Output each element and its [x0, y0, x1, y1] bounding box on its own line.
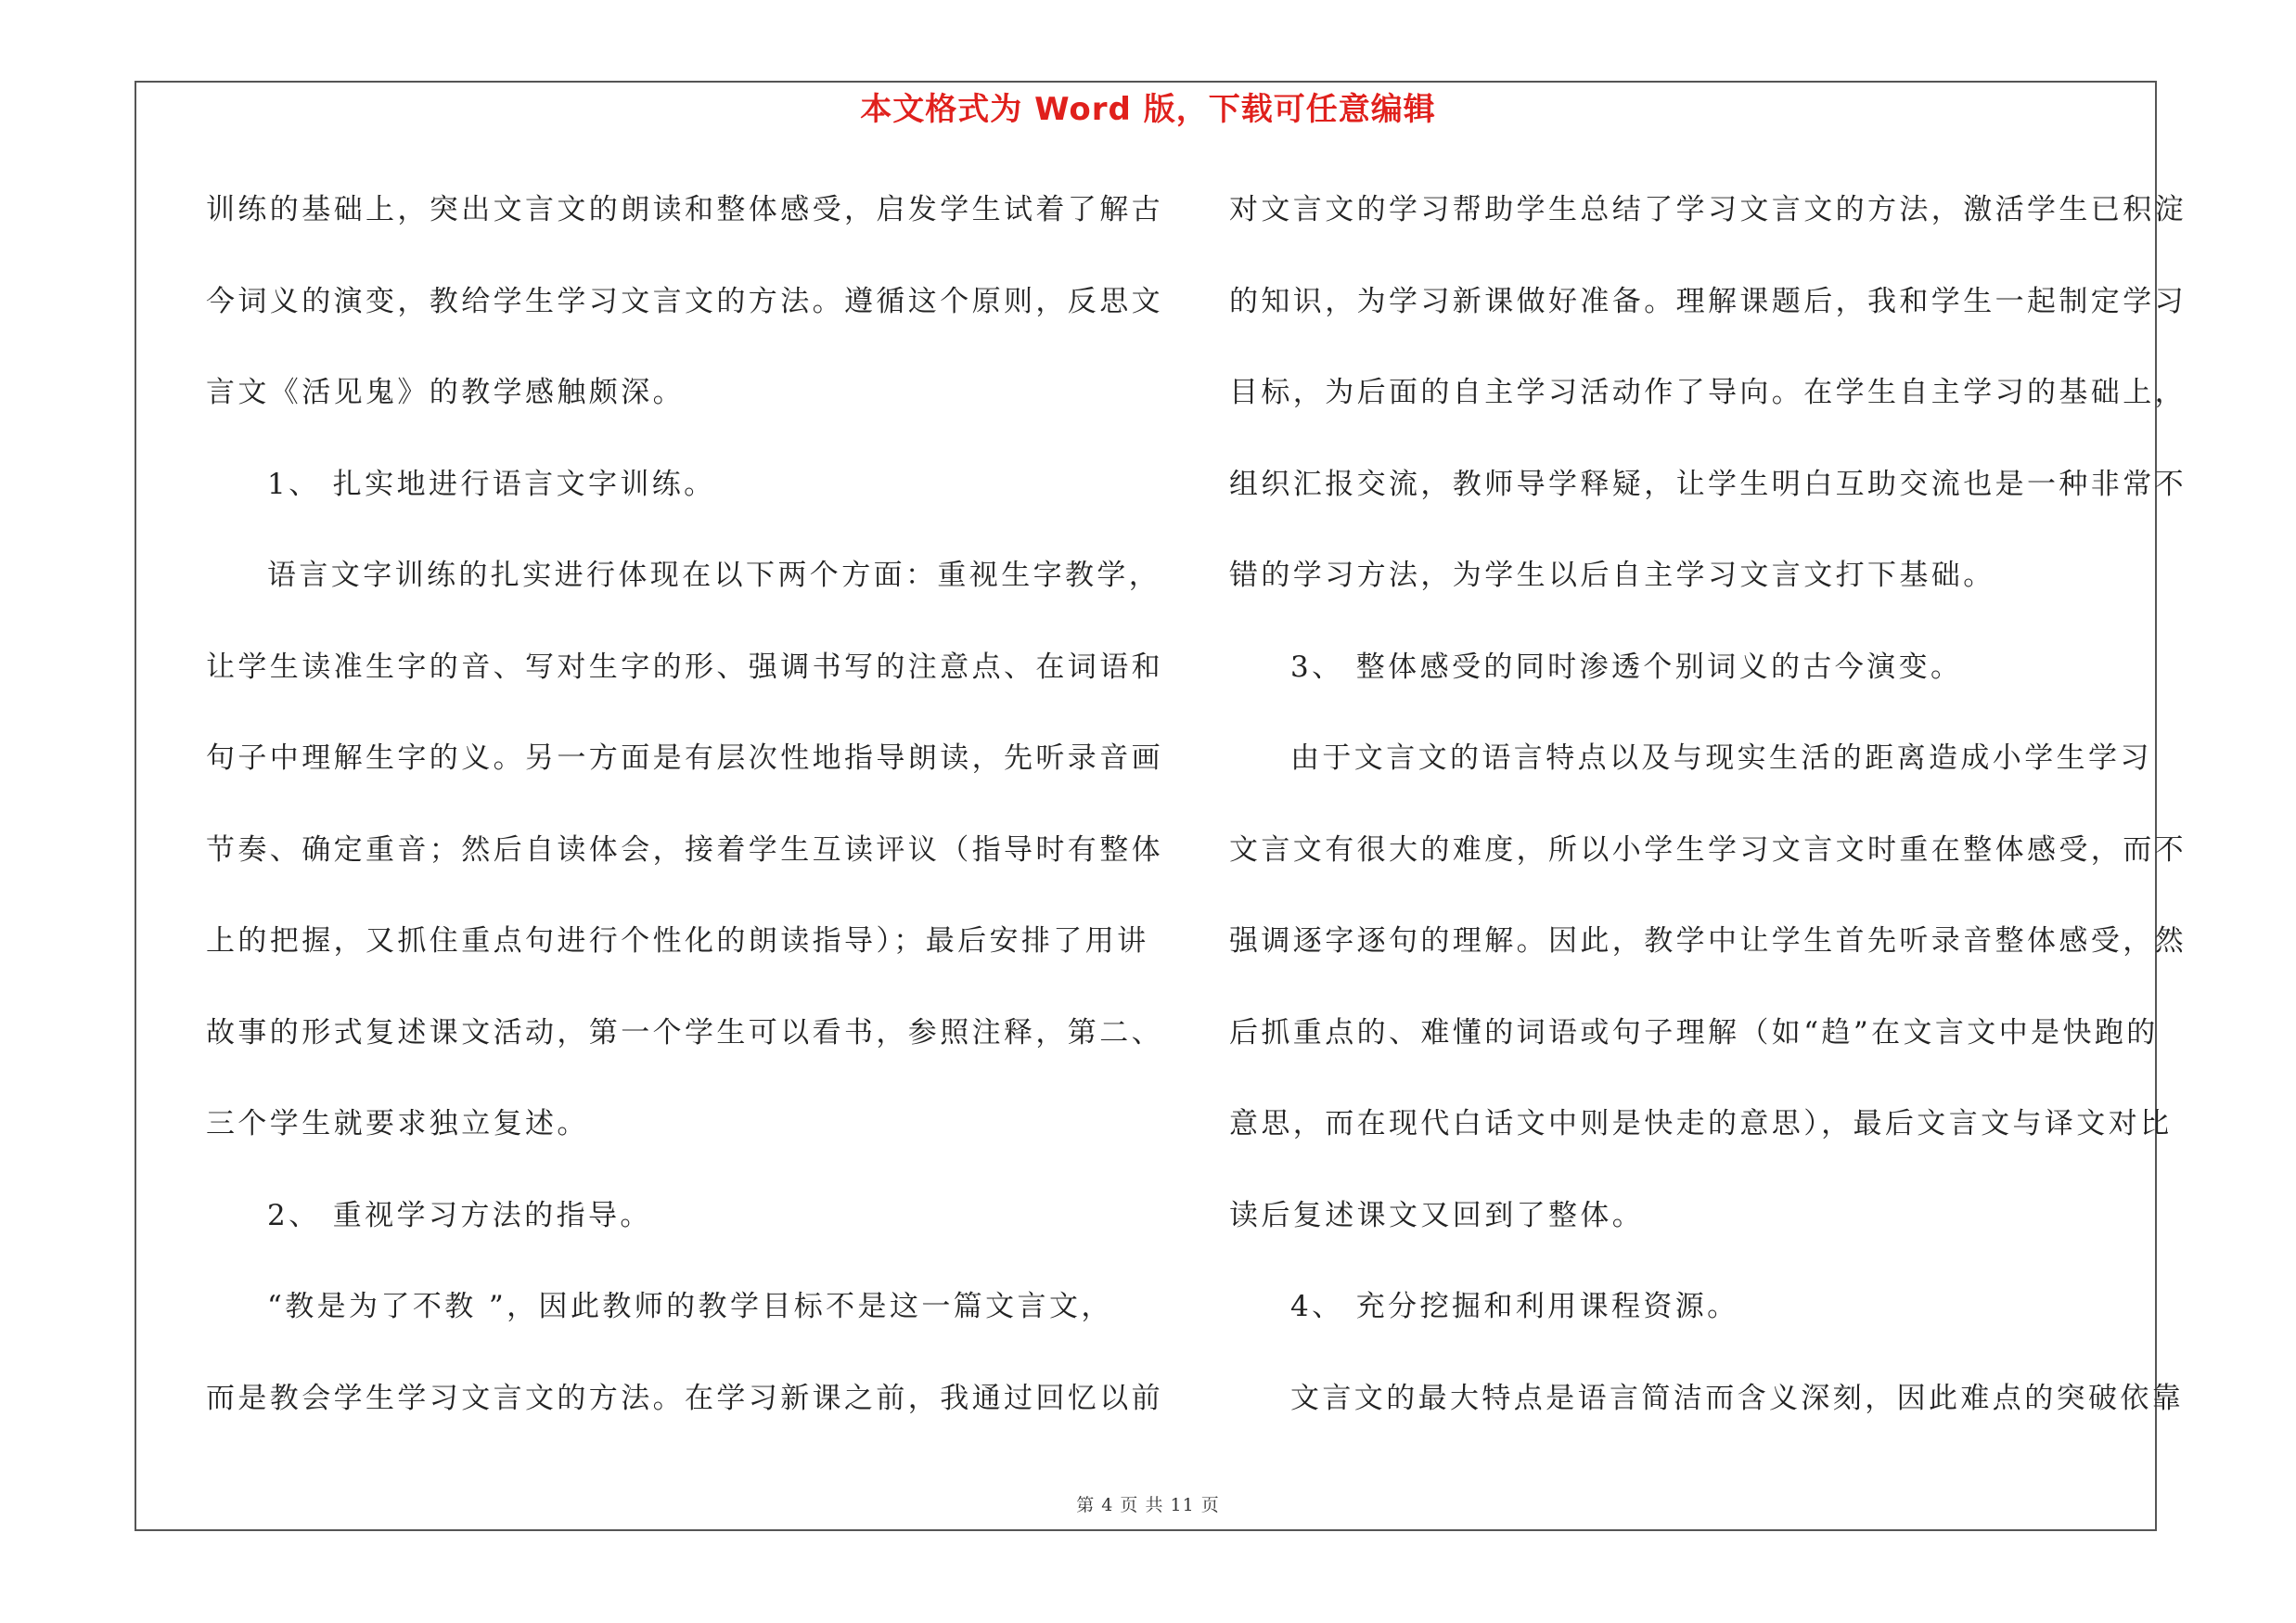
text-line: 对文言文的学习帮助学生总结了学习文言文的方法，激活学生已积淀	[1229, 193, 2187, 226]
text-line: 错的学习方法，为学生以后自主学习文言文打下基础。	[1229, 559, 1995, 592]
paragraph-start-line: 语言文字训练的扎实进行体现在以下两个方面：重视生字教学，	[267, 559, 1161, 592]
text-line: 强调逐字逐句的理解。因此，教学中让学生首先听录音整体感受，然	[1229, 924, 2187, 958]
text-line: 读后复述课文又回到了整体。	[1229, 1198, 1645, 1232]
text-line: 而是教会学生学习文言文的方法。在学习新课之前，我通过回忆以前	[206, 1381, 1163, 1415]
text-line: 言文《活见鬼》的教学感触颇深。	[206, 376, 685, 409]
text-line: 三个学生就要求独立复述。	[206, 1107, 589, 1140]
text-line: 节奏、确定重音；然后自读体会，接着学生互读评议（指导时有整体	[206, 832, 1163, 867]
paragraph-start-line: 由于文言文的语言特点以及与现实生活的距离造成小学生学习	[1290, 741, 2152, 775]
paragraph-start-line: “教是为了不教 ”，因此教师的教学目标不是这一篇文言文，	[267, 1290, 1113, 1323]
text-line: 训练的基础上，突出文言文的朗读和整体感受，启发学生试着了解古	[206, 193, 1163, 226]
text-line: 的知识，为学习新课做好准备。理解课题后，我和学生一起制定学习	[1229, 284, 2187, 318]
section-heading: 1、 扎实地进行语言文字训练。	[267, 467, 716, 501]
text-line: 上的把握，又抓住重点句进行个性化的朗读指导）；最后安排了用讲	[206, 924, 1149, 958]
text-line: 文言文有很大的难度，所以小学生学习文言文时重在整体感受，而不	[1229, 832, 2187, 867]
word-format-banner: 本文格式为 Word 版，下载可任意编辑	[860, 91, 1436, 128]
text-line: 今词义的演变，教给学生学习文言文的方法。遵循这个原则，反思文	[206, 284, 1163, 318]
page-number-footer: 第 4 页 共 11 页	[1076, 1495, 1220, 1515]
paragraph-start-line: 文言文的最大特点是语言简洁而含义深刻，因此难点的突破依靠	[1290, 1381, 2185, 1415]
text-line: 意思，而在现代白话文中则是快走的意思），最后文言文与译文对比	[1229, 1107, 2173, 1140]
right-text-column	[1229, 182, 2194, 1462]
text-line: 句子中理解生字的义。另一方面是有层次性地指导朗读，先听录音画	[206, 741, 1163, 775]
left-text-column	[206, 182, 1171, 1462]
text-line: 故事的形式复述课文活动，第一个学生可以看书，参照注释，第二、	[206, 1015, 1163, 1050]
section-heading: 4、 充分挖掘和利用课程资源。	[1290, 1290, 1739, 1323]
section-heading: 3、 整体感受的同时渗透个别词义的古今演变。	[1290, 650, 1963, 684]
text-line: 组织汇报交流，教师导学释疑，让学生明白互助交流也是一种非常不	[1229, 467, 2187, 501]
text-line: 目标，为后面的自主学习活动作了导向。在学生自主学习的基础上，	[1229, 376, 2187, 409]
text-line: 让学生读准生字的音、写对生字的形、强调书写的注意点、在词语和	[206, 650, 1163, 684]
text-line: 后抓重点的、难懂的词语或句子理解（如“趋”在文言文中是快跑的	[1229, 1015, 2159, 1050]
section-heading: 2、 重视学习方法的指导。	[267, 1198, 652, 1232]
